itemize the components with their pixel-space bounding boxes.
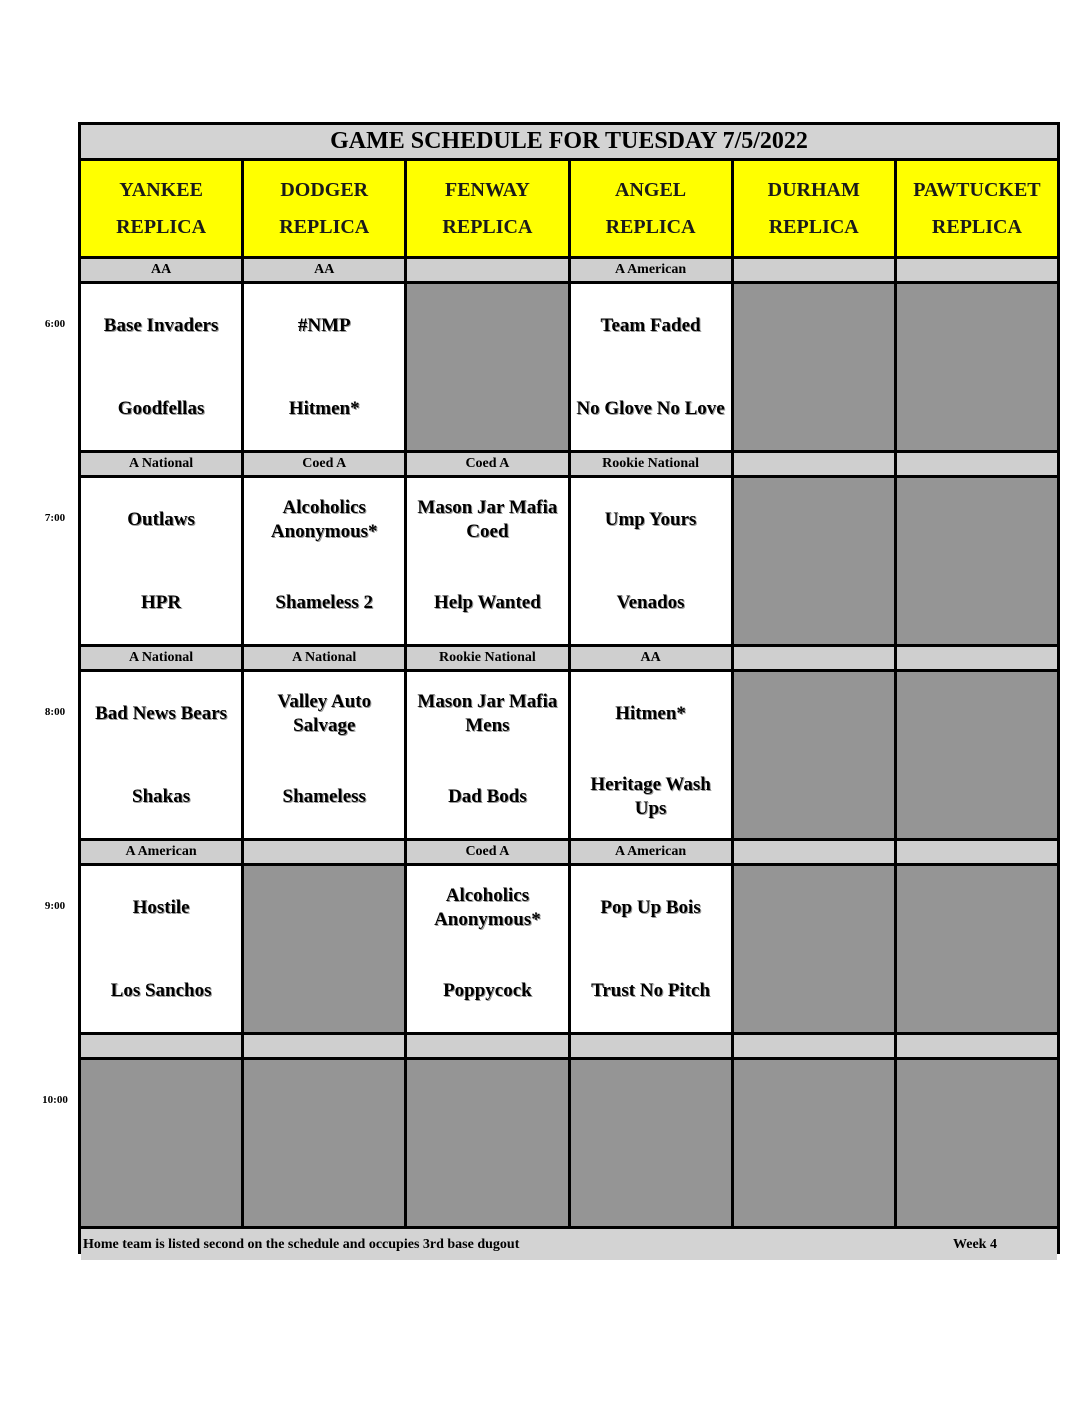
home-team-note: Home team is listed second on the schedule and occupies 3rd base dugout <box>83 1237 520 1252</box>
game-cell <box>81 284 241 450</box>
field-header-yankee <box>81 161 241 256</box>
game-cell <box>407 478 567 644</box>
field-subtitle: REPLICA <box>279 215 370 238</box>
game-cell <box>571 672 731 838</box>
time-label: 9:00 <box>44 900 66 912</box>
division-label <box>81 1035 241 1057</box>
empty-slot <box>734 478 894 644</box>
field-name: DURHAM <box>767 178 860 201</box>
division-label <box>897 453 1057 475</box>
empty-slot <box>407 1060 567 1226</box>
visiting-team: Ump Yours <box>604 508 697 530</box>
game-cell <box>244 672 404 838</box>
division-label <box>897 841 1057 863</box>
division-label <box>407 259 567 281</box>
field-subtitle: REPLICA <box>605 215 696 238</box>
schedule-title: GAME SCHEDULE FOR TUESDAY 7/5/2022 <box>81 125 1057 158</box>
home-team: Trust No Pitch <box>591 979 711 1001</box>
empty-slot <box>897 866 1057 1032</box>
division-label: A American <box>571 841 731 863</box>
visiting-team: Base Invaders <box>103 314 219 336</box>
visiting-team: Hostile <box>132 896 190 918</box>
field-header-durham <box>734 161 894 256</box>
time-label: 6:00 <box>44 318 66 330</box>
empty-slot <box>81 1060 241 1226</box>
division-label <box>734 647 894 669</box>
empty-slot <box>571 1060 731 1226</box>
division-label <box>244 841 404 863</box>
field-header-pawtucket <box>897 161 1057 256</box>
field-subtitle: REPLICA <box>768 215 859 238</box>
time-label: 8:00 <box>44 706 66 718</box>
empty-slot <box>734 672 894 838</box>
time-label: 10:00 <box>42 1094 68 1106</box>
visiting-team: Outlaws <box>127 508 195 530</box>
home-team: Venados <box>616 591 685 613</box>
division-label: Coed A <box>407 841 567 863</box>
visiting-team: Alcoholics Anonymous* <box>270 496 378 542</box>
division-label: A National <box>244 647 404 669</box>
home-team: Poppycock <box>443 979 532 1001</box>
home-team: HPR <box>141 591 182 613</box>
home-team: Goodfellas <box>117 397 205 419</box>
field-header-fenway <box>407 161 567 256</box>
visiting-team: Hitmen* <box>615 702 686 724</box>
home-team: Shameless 2 <box>275 591 374 613</box>
home-team: Hitmen* <box>288 397 360 419</box>
week-label: Week 4 <box>953 1237 997 1252</box>
field-name: ANGEL <box>615 178 687 201</box>
empty-slot <box>897 1060 1057 1226</box>
home-team: Shakas <box>132 785 191 807</box>
game-cell <box>244 284 404 450</box>
division-label <box>571 1035 731 1057</box>
division-label <box>734 841 894 863</box>
field-name: FENWAY <box>444 178 530 201</box>
visiting-team: Pop Up Bois <box>600 896 701 918</box>
division-label: Coed A <box>244 453 404 475</box>
division-label: A National <box>81 453 241 475</box>
game-cell <box>81 866 241 1032</box>
division-label: AA <box>571 647 731 669</box>
home-team: Help Wanted <box>434 591 541 613</box>
home-team: Shameless <box>282 785 366 807</box>
schedule-table <box>78 122 1060 1254</box>
visiting-team: Team Faded <box>600 314 701 336</box>
visiting-team: Mason Jar Mafia Coed <box>417 496 558 542</box>
game-cell <box>571 284 731 450</box>
division-label <box>734 453 894 475</box>
game-cell <box>81 478 241 644</box>
division-label: Rookie National <box>407 647 567 669</box>
home-team: Los Sanchos <box>110 979 212 1001</box>
visiting-team: Alcoholics Anonymous* <box>434 884 541 930</box>
empty-slot <box>244 866 404 1032</box>
field-subtitle: REPLICA <box>442 215 533 238</box>
visiting-team: Valley Auto Salvage <box>277 690 372 736</box>
division-label: AA <box>244 259 404 281</box>
empty-slot <box>897 478 1057 644</box>
division-label <box>897 259 1057 281</box>
division-label: Coed A <box>407 453 567 475</box>
division-label: A National <box>81 647 241 669</box>
division-label <box>734 1035 894 1057</box>
game-cell <box>244 478 404 644</box>
field-header-angel <box>571 161 731 256</box>
division-label <box>897 647 1057 669</box>
field-subtitle: REPLICA <box>931 215 1022 238</box>
empty-slot <box>407 284 567 450</box>
division-label: A American <box>81 841 241 863</box>
empty-slot <box>897 672 1057 838</box>
division-label: Rookie National <box>571 453 731 475</box>
home-team: Dad Bods <box>448 785 527 807</box>
division-label: AA <box>81 259 241 281</box>
game-cell <box>407 866 567 1032</box>
division-label <box>897 1035 1057 1057</box>
division-label <box>734 259 894 281</box>
time-label: 7:00 <box>44 512 66 524</box>
visiting-team: #NMP <box>297 314 351 336</box>
visiting-team: Mason Jar Mafia Mens <box>417 690 558 736</box>
home-team: No Glove No Love <box>576 397 725 419</box>
schedule-footer <box>81 1229 1057 1260</box>
field-name: DODGER <box>280 178 369 201</box>
field-name: YANKEE <box>119 178 203 201</box>
empty-slot <box>734 866 894 1032</box>
empty-slot <box>244 1060 404 1226</box>
field-name: PAWTUCKET <box>913 178 1041 201</box>
division-label <box>244 1035 404 1057</box>
field-header-dodger <box>244 161 404 256</box>
game-cell <box>571 866 731 1032</box>
division-label <box>407 1035 567 1057</box>
game-cell <box>407 672 567 838</box>
empty-slot <box>734 284 894 450</box>
game-cell <box>81 672 241 838</box>
visiting-team: Bad News Bears <box>95 702 228 724</box>
empty-slot <box>897 284 1057 450</box>
division-label: A American <box>571 259 731 281</box>
field-subtitle: REPLICA <box>116 215 207 238</box>
game-cell <box>571 478 731 644</box>
home-team: Heritage Wash Ups <box>590 773 711 819</box>
empty-slot <box>734 1060 894 1226</box>
